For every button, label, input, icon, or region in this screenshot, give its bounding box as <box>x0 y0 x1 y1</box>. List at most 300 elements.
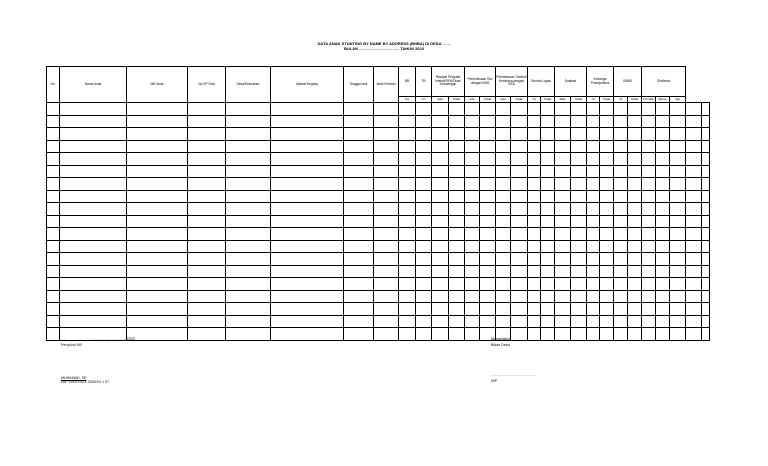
table-cell[interactable] <box>600 303 614 316</box>
table-cell[interactable] <box>656 278 670 291</box>
table-cell[interactable] <box>60 290 127 303</box>
table-cell[interactable] <box>432 228 449 241</box>
table-cell[interactable] <box>432 303 449 316</box>
table-cell[interactable] <box>670 215 686 228</box>
table-cell[interactable] <box>226 265 271 278</box>
table-cell[interactable] <box>344 190 374 203</box>
table-cell[interactable] <box>60 140 127 153</box>
table-cell[interactable] <box>528 290 541 303</box>
table-cell[interactable] <box>399 203 416 216</box>
table-cell[interactable] <box>344 165 374 178</box>
table-cell[interactable] <box>432 240 449 253</box>
table-cell[interactable] <box>344 265 374 278</box>
table-cell[interactable] <box>670 315 686 328</box>
table-cell[interactable] <box>374 103 399 116</box>
table-cell[interactable] <box>702 240 710 253</box>
table-cell[interactable] <box>449 290 465 303</box>
table-cell[interactable] <box>47 128 60 141</box>
table-cell[interactable] <box>628 315 642 328</box>
table-cell[interactable] <box>344 328 374 341</box>
table-cell[interactable] <box>511 265 528 278</box>
table-cell[interactable] <box>399 240 416 253</box>
table-cell[interactable] <box>374 140 399 153</box>
table-cell[interactable] <box>614 215 628 228</box>
table-cell[interactable] <box>465 165 480 178</box>
table-cell[interactable] <box>271 253 344 266</box>
table-cell[interactable] <box>600 265 614 278</box>
table-cell[interactable] <box>686 265 702 278</box>
table-cell[interactable] <box>480 253 496 266</box>
table-cell[interactable] <box>541 190 555 203</box>
table-cell[interactable] <box>496 228 511 241</box>
table-cell[interactable] <box>600 328 614 341</box>
table-cell[interactable] <box>511 115 528 128</box>
table-cell[interactable] <box>642 315 656 328</box>
table-cell[interactable] <box>642 203 656 216</box>
table-cell[interactable] <box>432 265 449 278</box>
table-cell[interactable] <box>47 278 60 291</box>
table-cell[interactable] <box>60 153 127 166</box>
table-cell[interactable] <box>399 190 416 203</box>
table-cell[interactable] <box>47 265 60 278</box>
table-cell[interactable] <box>628 128 642 141</box>
table-cell[interactable] <box>571 215 587 228</box>
table-cell[interactable] <box>555 278 571 291</box>
table-cell[interactable] <box>686 190 702 203</box>
table-cell[interactable] <box>399 315 416 328</box>
table-cell[interactable] <box>555 165 571 178</box>
table-cell[interactable] <box>656 165 670 178</box>
table-cell[interactable] <box>541 140 555 153</box>
table-cell[interactable] <box>555 240 571 253</box>
table-cell[interactable] <box>127 115 188 128</box>
table-cell[interactable] <box>541 215 555 228</box>
table-cell[interactable] <box>656 328 670 341</box>
table-cell[interactable] <box>528 140 541 153</box>
table-cell[interactable] <box>465 203 480 216</box>
table-cell[interactable] <box>399 278 416 291</box>
table-cell[interactable] <box>226 203 271 216</box>
table-cell[interactable] <box>449 303 465 316</box>
table-cell[interactable] <box>555 115 571 128</box>
table-cell[interactable] <box>480 115 496 128</box>
table-cell[interactable] <box>496 128 511 141</box>
table-cell[interactable] <box>47 228 60 241</box>
table-cell[interactable] <box>555 328 571 341</box>
table-cell[interactable] <box>702 165 710 178</box>
table-cell[interactable] <box>127 253 188 266</box>
table-cell[interactable] <box>416 290 432 303</box>
table-cell[interactable] <box>127 265 188 278</box>
table-cell[interactable] <box>47 303 60 316</box>
table-cell[interactable] <box>480 153 496 166</box>
table-cell[interactable] <box>702 328 710 341</box>
table-cell[interactable] <box>614 115 628 128</box>
table-cell[interactable] <box>670 203 686 216</box>
table-cell[interactable] <box>449 265 465 278</box>
table-cell[interactable] <box>541 103 555 116</box>
table-cell[interactable] <box>226 240 271 253</box>
table-cell[interactable] <box>465 115 480 128</box>
table-cell[interactable] <box>702 190 710 203</box>
table-cell[interactable] <box>416 328 432 341</box>
table-cell[interactable] <box>271 203 344 216</box>
table-cell[interactable] <box>60 103 127 116</box>
table-cell[interactable] <box>480 290 496 303</box>
table-cell[interactable] <box>432 165 449 178</box>
table-cell[interactable] <box>188 153 226 166</box>
table-cell[interactable] <box>432 315 449 328</box>
table-cell[interactable] <box>511 303 528 316</box>
table-cell[interactable] <box>344 303 374 316</box>
table-cell[interactable] <box>642 265 656 278</box>
table-cell[interactable] <box>188 303 226 316</box>
table-cell[interactable] <box>344 278 374 291</box>
table-cell[interactable] <box>555 228 571 241</box>
table-cell[interactable] <box>271 140 344 153</box>
table-cell[interactable] <box>127 153 188 166</box>
table-cell[interactable] <box>271 278 344 291</box>
table-cell[interactable] <box>226 178 271 191</box>
table-cell[interactable] <box>127 215 188 228</box>
table-cell[interactable] <box>587 165 600 178</box>
table-cell[interactable] <box>399 215 416 228</box>
table-cell[interactable] <box>416 303 432 316</box>
table-cell[interactable] <box>702 215 710 228</box>
table-cell[interactable] <box>226 215 271 228</box>
table-cell[interactable] <box>614 128 628 141</box>
table-cell[interactable] <box>399 115 416 128</box>
table-cell[interactable] <box>670 253 686 266</box>
table-cell[interactable] <box>528 228 541 241</box>
table-cell[interactable] <box>416 203 432 216</box>
table-cell[interactable] <box>528 265 541 278</box>
table-cell[interactable] <box>511 290 528 303</box>
table-cell[interactable] <box>555 103 571 116</box>
table-cell[interactable] <box>188 278 226 291</box>
table-cell[interactable] <box>656 228 670 241</box>
table-cell[interactable] <box>670 278 686 291</box>
table-cell[interactable] <box>47 103 60 116</box>
table-cell[interactable] <box>399 253 416 266</box>
table-cell[interactable] <box>614 303 628 316</box>
table-cell[interactable] <box>127 240 188 253</box>
table-cell[interactable] <box>226 303 271 316</box>
table-cell[interactable] <box>528 278 541 291</box>
table-cell[interactable] <box>571 115 587 128</box>
table-cell[interactable] <box>344 140 374 153</box>
table-cell[interactable] <box>702 203 710 216</box>
table-cell[interactable] <box>587 140 600 153</box>
table-cell[interactable] <box>374 115 399 128</box>
table-cell[interactable] <box>432 278 449 291</box>
table-cell[interactable] <box>416 165 432 178</box>
table-cell[interactable] <box>614 140 628 153</box>
table-cell[interactable] <box>571 128 587 141</box>
table-cell[interactable] <box>571 203 587 216</box>
table-cell[interactable] <box>416 128 432 141</box>
table-cell[interactable] <box>432 153 449 166</box>
table-cell[interactable] <box>480 190 496 203</box>
table-cell[interactable] <box>670 240 686 253</box>
table-cell[interactable] <box>686 215 702 228</box>
table-cell[interactable] <box>600 103 614 116</box>
table-cell[interactable] <box>432 190 449 203</box>
table-cell[interactable] <box>416 228 432 241</box>
table-cell[interactable] <box>656 303 670 316</box>
table-cell[interactable] <box>465 103 480 116</box>
table-cell[interactable] <box>374 165 399 178</box>
table-cell[interactable] <box>374 265 399 278</box>
table-cell[interactable] <box>600 240 614 253</box>
table-cell[interactable] <box>511 128 528 141</box>
table-cell[interactable] <box>670 178 686 191</box>
table-cell[interactable] <box>226 140 271 153</box>
table-cell[interactable] <box>344 153 374 166</box>
table-cell[interactable] <box>271 228 344 241</box>
table-cell[interactable] <box>271 115 344 128</box>
table-cell[interactable] <box>127 178 188 191</box>
table-cell[interactable] <box>511 228 528 241</box>
table-cell[interactable] <box>399 165 416 178</box>
table-cell[interactable] <box>600 203 614 216</box>
table-cell[interactable] <box>127 203 188 216</box>
table-cell[interactable] <box>670 265 686 278</box>
table-cell[interactable] <box>600 128 614 141</box>
table-cell[interactable] <box>511 328 528 341</box>
table-cell[interactable] <box>271 315 344 328</box>
table-cell[interactable] <box>399 303 416 316</box>
table-cell[interactable] <box>344 128 374 141</box>
table-cell[interactable] <box>127 315 188 328</box>
table-cell[interactable] <box>555 265 571 278</box>
table-cell[interactable] <box>571 328 587 341</box>
table-cell[interactable] <box>188 203 226 216</box>
table-cell[interactable] <box>399 128 416 141</box>
table-cell[interactable] <box>449 328 465 341</box>
table-cell[interactable] <box>670 190 686 203</box>
table-cell[interactable] <box>656 140 670 153</box>
table-cell[interactable] <box>702 228 710 241</box>
table-cell[interactable] <box>628 240 642 253</box>
table-cell[interactable] <box>541 115 555 128</box>
table-cell[interactable] <box>587 328 600 341</box>
table-cell[interactable] <box>465 290 480 303</box>
table-cell[interactable] <box>614 290 628 303</box>
table-cell[interactable] <box>587 153 600 166</box>
table-cell[interactable] <box>614 228 628 241</box>
table-cell[interactable] <box>188 290 226 303</box>
table-cell[interactable] <box>374 303 399 316</box>
table-cell[interactable] <box>702 128 710 141</box>
table-cell[interactable] <box>642 165 656 178</box>
table-cell[interactable] <box>480 215 496 228</box>
table-cell[interactable] <box>587 115 600 128</box>
table-cell[interactable] <box>271 265 344 278</box>
table-cell[interactable] <box>656 103 670 116</box>
table-cell[interactable] <box>127 140 188 153</box>
table-cell[interactable] <box>344 240 374 253</box>
table-cell[interactable] <box>465 240 480 253</box>
table-cell[interactable] <box>670 165 686 178</box>
table-cell[interactable] <box>127 190 188 203</box>
table-cell[interactable] <box>528 203 541 216</box>
table-cell[interactable] <box>188 215 226 228</box>
table-cell[interactable] <box>541 328 555 341</box>
table-cell[interactable] <box>127 303 188 316</box>
table-cell[interactable] <box>656 190 670 203</box>
table-cell[interactable] <box>465 215 480 228</box>
table-cell[interactable] <box>541 265 555 278</box>
table-cell[interactable] <box>416 278 432 291</box>
table-cell[interactable] <box>528 240 541 253</box>
table-cell[interactable] <box>465 278 480 291</box>
table-cell[interactable] <box>614 165 628 178</box>
table-cell[interactable] <box>374 240 399 253</box>
table-cell[interactable] <box>614 240 628 253</box>
table-cell[interactable] <box>555 215 571 228</box>
table-cell[interactable] <box>432 128 449 141</box>
table-cell[interactable] <box>432 103 449 116</box>
table-cell[interactable] <box>600 215 614 228</box>
table-cell[interactable] <box>541 240 555 253</box>
table-cell[interactable] <box>496 115 511 128</box>
table-cell[interactable] <box>555 290 571 303</box>
table-cell[interactable] <box>449 153 465 166</box>
table-cell[interactable] <box>465 328 480 341</box>
table-cell[interactable] <box>60 278 127 291</box>
table-cell[interactable] <box>465 228 480 241</box>
table-cell[interactable] <box>541 153 555 166</box>
table-cell[interactable] <box>555 190 571 203</box>
table-cell[interactable] <box>686 253 702 266</box>
table-cell[interactable] <box>600 190 614 203</box>
table-cell[interactable] <box>374 328 399 341</box>
table-cell[interactable] <box>449 278 465 291</box>
table-cell[interactable] <box>496 203 511 216</box>
table-cell[interactable] <box>555 178 571 191</box>
table-cell[interactable] <box>642 228 656 241</box>
table-cell[interactable] <box>496 265 511 278</box>
table-cell[interactable] <box>571 278 587 291</box>
table-cell[interactable] <box>600 115 614 128</box>
table-cell[interactable] <box>642 103 656 116</box>
table-cell[interactable] <box>511 190 528 203</box>
table-cell[interactable] <box>226 315 271 328</box>
table-cell[interactable] <box>226 328 271 341</box>
table-cell[interactable] <box>465 253 480 266</box>
table-cell[interactable] <box>600 153 614 166</box>
table-cell[interactable] <box>511 215 528 228</box>
table-cell[interactable] <box>60 265 127 278</box>
table-cell[interactable] <box>628 278 642 291</box>
table-cell[interactable] <box>614 278 628 291</box>
table-cell[interactable] <box>432 215 449 228</box>
table-cell[interactable] <box>449 178 465 191</box>
table-cell[interactable] <box>465 315 480 328</box>
table-cell[interactable] <box>449 128 465 141</box>
table-cell[interactable] <box>702 303 710 316</box>
table-cell[interactable] <box>628 165 642 178</box>
table-cell[interactable] <box>656 203 670 216</box>
table-cell[interactable] <box>416 178 432 191</box>
table-cell[interactable] <box>374 153 399 166</box>
table-cell[interactable] <box>541 128 555 141</box>
table-cell[interactable] <box>656 115 670 128</box>
table-cell[interactable] <box>127 228 188 241</box>
table-cell[interactable] <box>127 128 188 141</box>
table-cell[interactable] <box>449 240 465 253</box>
table-cell[interactable] <box>614 203 628 216</box>
table-cell[interactable] <box>449 253 465 266</box>
table-cell[interactable] <box>271 240 344 253</box>
table-cell[interactable] <box>628 303 642 316</box>
table-cell[interactable] <box>271 128 344 141</box>
table-cell[interactable] <box>628 290 642 303</box>
table-cell[interactable] <box>127 290 188 303</box>
table-cell[interactable] <box>127 165 188 178</box>
table-cell[interactable] <box>374 228 399 241</box>
table-cell[interactable] <box>656 128 670 141</box>
table-cell[interactable] <box>226 153 271 166</box>
table-cell[interactable] <box>496 253 511 266</box>
table-cell[interactable] <box>571 303 587 316</box>
table-cell[interactable] <box>642 190 656 203</box>
table-cell[interactable] <box>449 315 465 328</box>
table-cell[interactable] <box>416 153 432 166</box>
table-cell[interactable] <box>480 103 496 116</box>
table-cell[interactable] <box>399 328 416 341</box>
table-cell[interactable] <box>511 103 528 116</box>
table-cell[interactable] <box>449 228 465 241</box>
table-cell[interactable] <box>587 315 600 328</box>
table-cell[interactable] <box>686 103 702 116</box>
table-cell[interactable] <box>686 240 702 253</box>
table-cell[interactable] <box>628 328 642 341</box>
table-cell[interactable] <box>344 290 374 303</box>
table-cell[interactable] <box>344 178 374 191</box>
table-cell[interactable] <box>686 290 702 303</box>
table-cell[interactable] <box>587 178 600 191</box>
table-cell[interactable] <box>702 153 710 166</box>
table-cell[interactable] <box>188 128 226 141</box>
table-cell[interactable] <box>670 228 686 241</box>
table-cell[interactable] <box>496 140 511 153</box>
table-cell[interactable] <box>686 115 702 128</box>
table-cell[interactable] <box>600 178 614 191</box>
table-cell[interactable] <box>571 240 587 253</box>
table-cell[interactable] <box>571 165 587 178</box>
table-cell[interactable] <box>670 328 686 341</box>
table-cell[interactable] <box>642 278 656 291</box>
table-cell[interactable] <box>511 315 528 328</box>
table-cell[interactable] <box>614 190 628 203</box>
table-cell[interactable] <box>670 290 686 303</box>
table-cell[interactable] <box>399 103 416 116</box>
table-cell[interactable] <box>416 140 432 153</box>
table-cell[interactable] <box>271 290 344 303</box>
table-cell[interactable] <box>628 153 642 166</box>
table-cell[interactable] <box>587 128 600 141</box>
table-cell[interactable] <box>702 103 710 116</box>
table-cell[interactable] <box>528 215 541 228</box>
table-cell[interactable] <box>541 228 555 241</box>
table-cell[interactable] <box>399 153 416 166</box>
table-cell[interactable] <box>656 178 670 191</box>
table-cell[interactable] <box>528 303 541 316</box>
table-cell[interactable] <box>47 290 60 303</box>
table-cell[interactable] <box>656 290 670 303</box>
